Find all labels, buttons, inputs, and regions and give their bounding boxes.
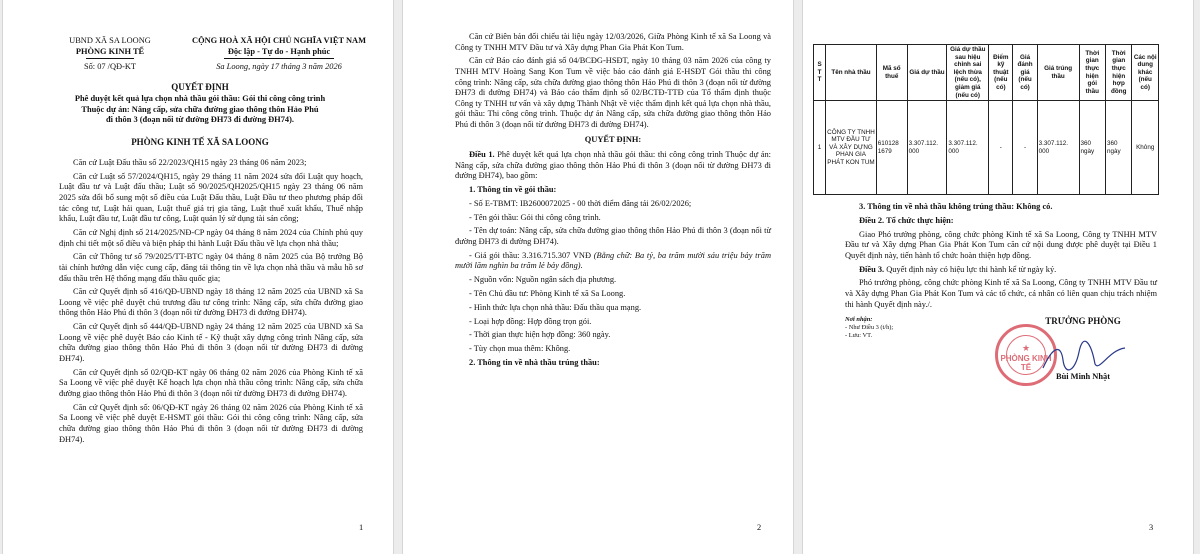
bid-item: - Tùy chọn mua thêm: Không. — [469, 344, 571, 354]
table-row — [814, 101, 1159, 195]
issuing-authority: PHÒNG KINH TẾ XÃ SA LOONG — [131, 137, 269, 147]
table-cell: 3.307.112. 000 — [1037, 101, 1079, 195]
table-cell: 1 — [814, 101, 826, 195]
legal-basis-paragraph: Căn cứ Thông tư số 79/2025/TT-BTC ngày 04 tháng 8 năm 2025 của Bộ trưởng Bộ tài chính hướng dẫn việc cung cấp, đăng tải thông tin về lựa chọn nhà thầu và mẫu hồ sơ đấu thầu trên Hệ thống mạng đấu thầu quốc gia; — [59, 252, 363, 283]
table-header: Mã số thuế — [876, 45, 907, 101]
page2-body — [455, 32, 771, 372]
bid-item: - Loại hợp đồng: Hợp đồng trọn gói. — [469, 316, 592, 326]
subject-line-2: Thuộc dự án: Nâng cấp, sửa chữa đường giao thông thôn Hảo Phú — [81, 104, 319, 114]
table-header: Giá đánh giá (nếu có) — [1013, 45, 1037, 101]
country-name: CỘNG HOÀ XÃ HỘI CHỦ NGHĨA VIỆT NAM — [192, 36, 366, 45]
table-cell: CÔNG TY TNHH MTV ĐẦU TƯ VÀ XÂY DỰNG PHAN GIA PHÁT KON TUM — [826, 101, 877, 195]
table-header: Tên nhà thầu — [826, 45, 877, 101]
table-cell: 3.307.112. 000 — [947, 101, 989, 195]
table-cell: 3.307.112. 000 — [907, 101, 947, 195]
recipient-item: - Lưu: VT. — [845, 332, 873, 339]
bid-item: - Tên dự toán: Nâng cấp, sửa chữa đường giao thông thôn Hảo Phú đi thôn 3 (đoạn nối từ đường ĐH73 đi đường ĐH74). — [455, 226, 771, 247]
signer-name: Bùi Minh Nhật — [1056, 372, 1110, 381]
page-number: 2 — [757, 523, 762, 532]
stamp-text: PHÒNG KINH TẾ — [1000, 354, 1052, 372]
table-cell: 360 ngày — [1079, 101, 1105, 195]
section-3-heading: 3. Thông tin về nhà thầu không trúng thầu: Không có. — [859, 202, 1053, 211]
closing-paragraph: Phó trưởng phòng, công chức phòng Kinh tế xã Sa Loong, Công ty TNHH MTV Đầu tư và Xây dựng Phan Gia Phát Kon Tum và các tổ chức, cá nhân có liên quan chịu trách nhiệm thi hành Quyết định này./. — [845, 278, 1157, 309]
article-3-text: Quyết định này có hiệu lực thi hành kể từ ngày ký. — [884, 264, 1057, 274]
section-2-heading: 2. Thông tin về nhà thầu trúng thầu: — [469, 357, 600, 367]
department-name: PHÒNG KINH TẾ — [75, 46, 145, 56]
legal-bases — [59, 158, 363, 448]
article-1-label: Điều 1. — [469, 150, 495, 160]
basis-paragraph: Căn cứ Báo cáo đánh giá số 04/BCĐG-HSĐT, ngày 10 tháng 03 năm 2026 của công ty TNHH MTV Hoàng Sang Kon Tum về việc báo cáo đánh giá E-HSĐT Gói thầu thi công công trình: Nâng cấp, sửa chữa đường giao thông thôn Hảo Phú đi thôn 3 (đoạn nối từ đường ĐH73 đi đường ĐH74) và Báo cáo thẩm định số 02/BCTĐ-TTĐ của Tổ thẩm định thuộc Công ty TNHH tư vấn và xây dựng Thành Nhật về việc thẩm định kết quả lựa chọn nhà thầu, gói thầu: Thi công công trình. Thuộc dự án Nâng cấp, sửa chữa đường giao thông thôn Hảo Phú đi thôn 3 (đoạn nối từ đường ĐH73 đi đường ĐH74). — [455, 56, 771, 129]
article-1 — [455, 150, 771, 182]
table-header-row — [814, 45, 1159, 101]
table-header: Giá dự thầu — [907, 45, 947, 101]
legal-basis-paragraph: Căn cứ Luật Đấu thầu số 22/2023/QH15 ngày 23 tháng 06 năm 2023; — [73, 158, 307, 167]
table-header: S T T — [814, 45, 826, 101]
table-cell: - — [989, 101, 1013, 195]
basis-paragraph: Căn cứ Biên bản đối chiếu tài liệu ngày 12/03/2026, Giữa Phòng Kinh tế xã Sa Loong và Công ty TNHH MTV Đầu tư và Xây dựng Phan Gia Phát Kon Tum. — [455, 32, 771, 52]
stamp-star-icon: ★ — [1021, 343, 1031, 353]
table-cell: - — [1013, 101, 1037, 195]
bid-item: - Tên gói thầu: Gói thi công công trình. — [469, 212, 601, 222]
document-page-2 — [402, 0, 794, 554]
legal-basis-paragraph: Căn cứ Quyết định số: 06/QĐ-KT ngày 26 tháng 02 năm 2026 của Phòng Kinh tế xã Sa Loong về việc phê duyệt E-HSMT gói thầu: Gói thi công công trình: Nâng cấp, sửa chữa đường giao thông thôn Hảo Phú đi thôn 3 (đoạn nối từ đường ĐH73 đi đường ĐH74). — [59, 402, 363, 444]
recipients-title: Nơi nhận: — [845, 316, 873, 323]
article-2-title: Tổ chức thực hiện: — [884, 215, 954, 225]
article-2-text: Giao Phó trưởng phòng, công chức phòng Kinh tế xã Sa Loong, Công ty TNHH MTV Đầu tư và Xây dựng Phan Gia Phát Kon Tum căn cứ nội dung được phê duyệt tại Điều 1 Quyết định này, tiến hành tổ chức hoàn thiện hợp đồng. — [845, 229, 1157, 260]
section-1-heading: 1. Thông tin về gói thầu: — [469, 185, 557, 195]
recipient-item: - Như Điều 3 (t/h); — [845, 324, 894, 331]
legal-basis-paragraph: Căn cứ Luật số 57/2024/QH15, ngày 29 tháng 11 năm 2024 sửa đổi Luật quy hoạch, Luật đầu tư và Luật đấu thầu; Luật số 90/2025/QH2025/QH15 ngày 23 tháng 06 năm 2025 sửa đổi bổ sung một số điều của Luật Đấu thầu, Luật Đầu tư theo phương pháp đối tác công tư, Luật hải quan, Luật thuế giá trị gia tăng, Luật thuế xuất khẩu, Thuế nhập khẩu, Luật đầu tư, Luật đầu tư công, Luật quản lý sử dụng tài sản công; — [59, 171, 363, 224]
bid-item: - Tên Chủ đầu tư: Phòng Kinh tế xã Sa Loong. — [469, 288, 626, 298]
motto-underline — [224, 58, 334, 59]
bid-price-words: (Bằng chữ: Ba tỷ, ba trăm mười sáu triệu bảy trăm mười lăm nghìn ba trăm lẻ bảy đồng). — [455, 250, 771, 271]
legal-basis-paragraph: Căn cứ Quyết định số 416/QĐ-UBND ngày 18 tháng 12 năm 2025 của UBND xã Sa Loong về việc phê duyệt chủ trương đầu tư công trình: Nâng cấp, sửa chữa đường giao thông thôn Hảo Phú đi thôn 3 (đoạn nối từ đường ĐH73 đi đường ĐH74). — [59, 287, 363, 318]
winning-bidder-table — [813, 44, 1159, 195]
bid-price — [455, 251, 771, 272]
table-cell: 610128 1679 — [876, 101, 907, 195]
table-cell: Không — [1132, 101, 1159, 195]
document-page-3 — [802, 0, 1194, 554]
article-2-heading — [845, 216, 1157, 227]
legal-basis-paragraph: Căn cứ Quyết định số 444/QĐ-UBND ngày 24 tháng 12 năm 2025 của UBND xã Sa Loong về việc phê duyệt Báo cáo Kinh tế - Kỹ thuật xây dựng công trình Nâng cấp, sửa chữa đường giao thông thôn Hảo Phú đi thôn 3 (đoạn nối từ đường ĐH73 đi đường ĐH74). — [59, 322, 363, 364]
bid-price-value: - Giá gói thầu: 3.316.715.307 VNĐ — [469, 250, 594, 260]
decide-heading: QUYẾT ĐỊNH: — [584, 134, 642, 144]
agency-name: UBND XÃ SA LOONG — [69, 36, 151, 45]
page-number: 1 — [359, 523, 364, 532]
header-underline — [86, 58, 134, 59]
table-header: Giá trúng thầu — [1037, 45, 1079, 101]
bid-item: - Hình thức lựa chọn nhà thầu: Đấu thầu qua mạng. — [469, 302, 642, 312]
header-left — [55, 36, 165, 73]
table-header: Các nội dung khác (nếu có) — [1132, 45, 1159, 101]
table-header: Giá dự thầu sau hiệu chỉnh sai lệch thừa (nếu có), giảm giá (nếu có) — [947, 45, 989, 101]
recipients-block — [845, 316, 955, 340]
document-type: QUYẾT ĐỊNH — [171, 82, 229, 92]
subject-line-1: Phê duyệt kết quả lựa chọn nhà thầu gói thầu: Gói thi công công trình — [74, 94, 326, 103]
legal-basis-paragraph: Căn cứ Nghị định số 214/2025/NĐ-CP ngày 04 tháng 8 năm 2024 của Chính phủ quy định chi tiết một số điều và biện pháp thi hành Luật Đấu thầu về lựa chọn nhà thầu; — [59, 227, 363, 248]
page-number: 3 — [1149, 523, 1154, 532]
article-1-text: Phê duyệt kết quả lựa chọn nhà thầu gói thầu: thi công công trình Thuộc dự án: Nâng cấp, sửa chữa đường giao thông thôn Hảo Phú đi thôn 3 (đoạn nối từ đường ĐH73 đi đường ĐH74), bao gồm: — [455, 150, 771, 181]
national-motto: Độc lập - Tự do - Hạnh phúc — [227, 46, 331, 56]
article-3-label: Điều 3. — [859, 264, 885, 274]
document-page-1 — [2, 0, 394, 554]
bid-item: - Nguồn vốn: Nguồn ngân sách địa phương. — [469, 275, 617, 285]
table-header: Thời gian thực hiện gói thầu — [1079, 45, 1105, 101]
page3-body — [845, 202, 1157, 313]
article-3 — [845, 265, 1157, 276]
header-right — [179, 36, 379, 73]
legal-basis-paragraph: Căn cứ Quyết định số 02/QĐ-KT ngày 06 tháng 02 năm 2026 của Phòng Kinh tế xã Sa Loong về việc phê duyệt Kế hoạch lựa chọn nhà thầu công trình: Nâng cấp, sửa chữa đường giao thông thôn Hảo Phú đi thôn 3 (đoạn nối từ đường ĐH73 đi đường ĐH74). — [59, 367, 363, 398]
bid-item: - Số E-TBMT: IB2600072025 - 00 thời điểm đăng tải 26/02/2026; — [469, 198, 692, 208]
subject-line-3: đi thôn 3 (đoạn nối từ đường ĐH73 đi đường ĐH74). — [106, 115, 294, 125]
table-header: Thời gian thực hiện hợp đồng — [1106, 45, 1132, 101]
table-header: Điểm kỹ thuật (nếu có) — [989, 45, 1013, 101]
article-2-label: Điều 2. — [859, 215, 885, 225]
table-cell: 360 ngày — [1106, 101, 1132, 195]
bid-item: - Thời gian thực hiện hợp đồng: 360 ngày. — [469, 330, 611, 340]
decision-number: Số: 07 /QĐ-KT — [83, 62, 137, 72]
decision-subject — [19, 94, 381, 126]
signer-title: TRƯỞNG PHÒNG — [1045, 316, 1121, 326]
issue-date: Sa Loong, ngày 17 tháng 3 năm 2026 — [216, 62, 342, 72]
